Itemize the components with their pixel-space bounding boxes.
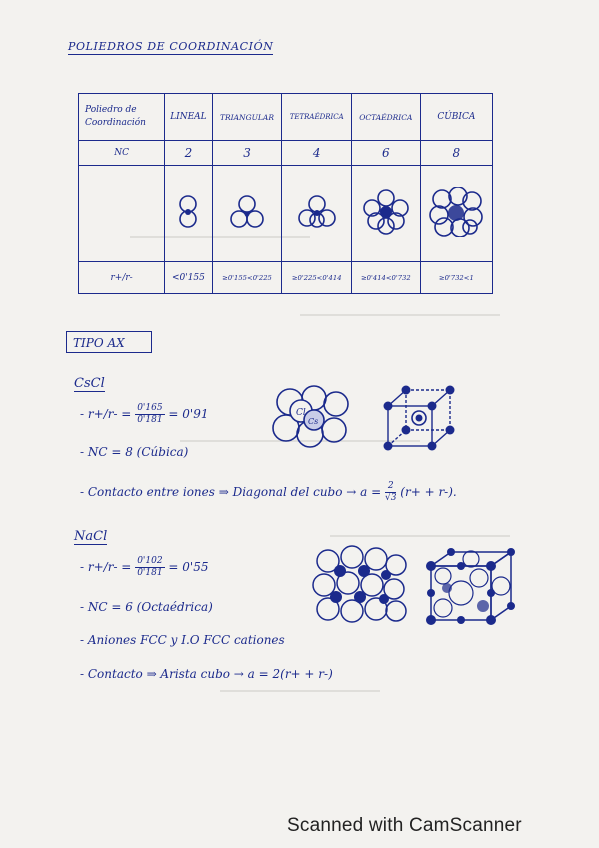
row-label: NC bbox=[79, 141, 165, 166]
nacl-ratio-line bbox=[80, 556, 209, 579]
column-header: LINEAL bbox=[165, 94, 212, 141]
row-label: r+/r- bbox=[79, 262, 165, 294]
table-cell: 4 bbox=[282, 141, 352, 166]
column-header: TRIANGULAR bbox=[212, 94, 282, 141]
cscl-ratio-fraction bbox=[135, 403, 164, 426]
table-cell: ≥0'732<1 bbox=[420, 262, 492, 294]
cscl-contact-line bbox=[80, 481, 457, 504]
nacl-contact-line: - Contacto ⇒ Arista cubo → a = 2(r+ + r-) bbox=[80, 667, 333, 681]
table-cell: 6 bbox=[352, 141, 421, 166]
table-cell: 3 bbox=[212, 141, 282, 166]
linear-sketch bbox=[173, 192, 203, 232]
linear-sketch-cell bbox=[165, 166, 212, 262]
coordination-table bbox=[78, 93, 493, 294]
cubic-sketch bbox=[428, 187, 484, 237]
cubic-sketch-cell bbox=[420, 166, 492, 262]
cscl-heading: CsCl bbox=[74, 376, 105, 391]
table-corner-header bbox=[79, 94, 165, 141]
cscl-unit-cell-sketch bbox=[380, 384, 460, 452]
nacl-ratio-numerator: 0'102 bbox=[137, 556, 163, 566]
table-cell: 8 bbox=[420, 141, 492, 166]
scanner-watermark: Scanned with CamScanner bbox=[287, 815, 522, 836]
triangular-sketch bbox=[227, 192, 267, 232]
corner-header-line-2: Coordinación bbox=[85, 118, 146, 128]
row-label bbox=[79, 166, 165, 262]
column-header: TETRAÉDRICA bbox=[282, 94, 352, 141]
nacl-ratio-denominator: 0'181 bbox=[137, 568, 163, 578]
cscl-packing-sketch bbox=[268, 386, 358, 450]
nacl-packing-sketch bbox=[310, 547, 410, 625]
cscl-ratio-label: - r+/r- = bbox=[80, 407, 132, 421]
corner-header-line-1: Poliedro de bbox=[85, 105, 137, 115]
cscl-formula-denominator: √3 bbox=[384, 493, 397, 503]
octahedral-sketch-cell bbox=[352, 166, 421, 262]
cscl-contact-text: - Contacto entre iones ⇒ Diagonal del cubo → a = bbox=[80, 485, 382, 499]
cscl-atom-label-b: Cs bbox=[308, 417, 319, 426]
section-title-box: TIPO AX bbox=[66, 331, 152, 353]
page-title: POLIEDROS DE COORDINACIÓN bbox=[68, 40, 274, 53]
cscl-atom-label-a: Cl bbox=[296, 408, 306, 418]
tetrahedral-sketch bbox=[295, 192, 339, 232]
table-cell: 2 bbox=[165, 141, 212, 166]
cscl-formula-fraction bbox=[385, 481, 396, 504]
nacl-unit-cell-sketch bbox=[425, 548, 517, 624]
triangular-sketch-cell bbox=[212, 166, 282, 262]
nacl-ratio-fraction bbox=[135, 556, 164, 579]
nacl-heading: NaCl bbox=[74, 529, 108, 544]
octahedral-sketch bbox=[361, 189, 411, 235]
cscl-nc-line: - NC = 8 (Cúbica) bbox=[80, 445, 189, 459]
cscl-ratio-denominator: 0'181 bbox=[137, 415, 163, 425]
cscl-ratio-numerator: 0'165 bbox=[137, 403, 163, 413]
table-cell: <0'155 bbox=[165, 262, 212, 294]
column-header: OCTAÉDRICA bbox=[352, 94, 421, 141]
nacl-ratio-label: - r+/r- = bbox=[80, 560, 132, 574]
tetrahedral-sketch-cell bbox=[282, 166, 352, 262]
table-cell: ≥0'155<0'225 bbox=[212, 262, 282, 294]
column-header: CÚBICA bbox=[420, 94, 492, 141]
cscl-formula-tail: (r+ + r-). bbox=[400, 485, 457, 499]
nacl-ratio-result: = 0'55 bbox=[168, 560, 209, 574]
table-cell: ≥0'414<0'732 bbox=[352, 262, 421, 294]
cscl-formula-numerator: 2 bbox=[385, 481, 396, 493]
nacl-anion-line: - Aniones FCC y I.O FCC cationes bbox=[80, 633, 285, 647]
cscl-ratio-result: = 0'91 bbox=[168, 407, 209, 421]
nacl-nc-line: - NC = 6 (Octaédrica) bbox=[80, 600, 213, 614]
cscl-ratio-line bbox=[80, 403, 209, 426]
table-cell: ≥0'225<0'414 bbox=[282, 262, 352, 294]
